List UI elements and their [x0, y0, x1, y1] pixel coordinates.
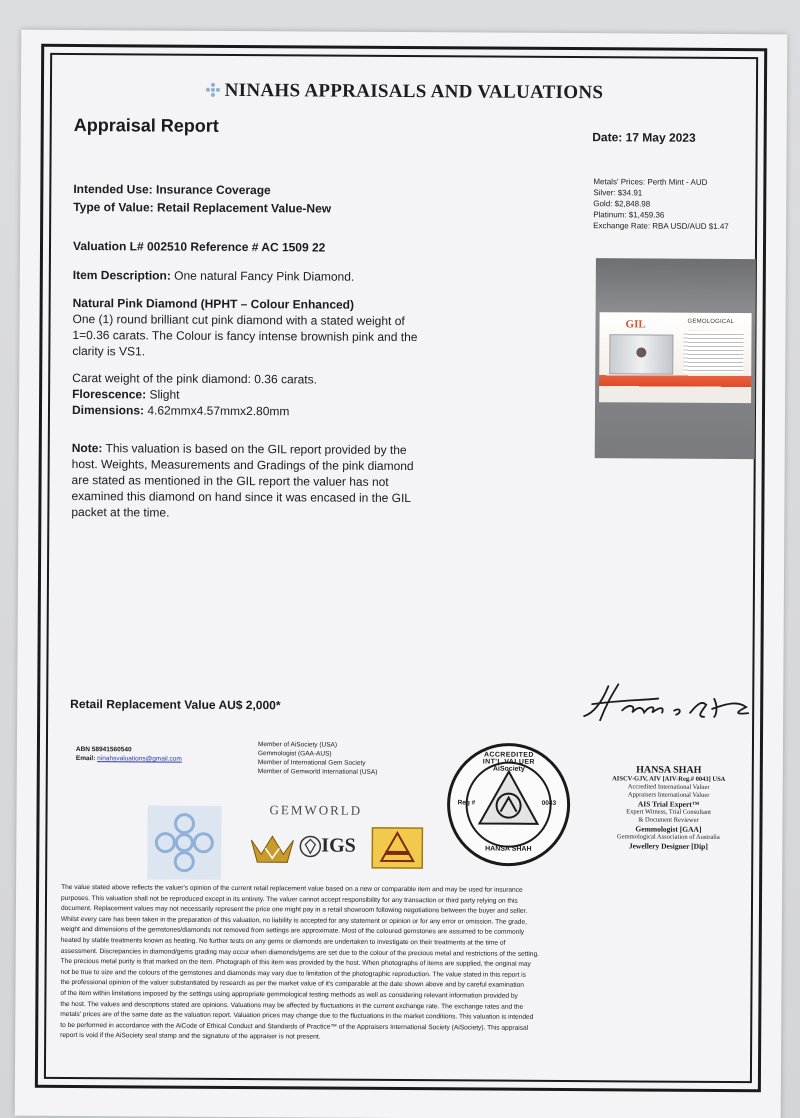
diamond-line: One (1) round brilliant cut pink diamond with a stated weight of	[72, 311, 405, 329]
dimensions-label: Dimensions:	[71, 402, 145, 418]
note-label: Note:	[71, 440, 103, 456]
disclaimer-line: the professional opinion of the valuer substantiated by research as per the market value of it's comparable at the date shown above and by careful examination	[60, 979, 524, 990]
metals-gold: Gold: $2,848.98	[593, 199, 651, 209]
disclaimer-line: assessment. Discrepancies in diamond/gems grading may occur when diamonds/gems are set due to the colour of the precious metal and restrictions of the setting.	[60, 947, 540, 958]
note-text: This valuation is based on the GIL report provided by the	[102, 441, 407, 458]
appraiser-credential: Gemmologist [GAA]	[635, 824, 702, 834]
dimensions-value: 4.62mmx4.57mmx2.80mm	[143, 403, 290, 419]
note-line: are stated as mentioned in the GIL report the valuer has not	[71, 472, 389, 489]
email-label: Email:	[75, 755, 98, 763]
metals-title: Metals' Prices: Perth Mint - AUD	[593, 177, 708, 187]
disclaimer-line: heated by stable treatments known as heating. No further tests on any gems or diamonds are undertaken to investigate on their treatments at the time of	[60, 936, 506, 947]
appraiser-credential: Gemmological Association of Australia	[617, 833, 720, 841]
membership-item: Member of Gemworld International (USA)	[257, 768, 378, 776]
company-name: NINAHS APPRAISALS AND VALUATIONS	[224, 79, 604, 104]
ninahs-emblem-icon	[147, 805, 221, 879]
metals-exchange: Exchange Rate: RBA USD/AUD $1.47	[593, 221, 729, 231]
disclaimer-line: metals' prices are of the same date as the valuation report. Valuation prices may change due to the fluctuations in the market conditions. This valuation is intended	[60, 1011, 534, 1021]
gil-packet	[599, 312, 752, 403]
seal-bottom-text: HANSA SHAH	[485, 845, 532, 853]
diamond-photo	[595, 258, 756, 459]
contact-block	[76, 745, 182, 764]
appraiser-registration: AISCV-GJV, AIV [AIV-Reg.# 0043] USA	[612, 775, 726, 783]
disclaimer-text	[60, 883, 753, 1046]
seal-top-text: ACCREDITED INT'L VALUER	[482, 751, 535, 766]
appraiser-name: HANSA SHAH	[636, 764, 702, 776]
appraiser-credential: AIS Trial Expert™	[637, 799, 700, 809]
diamond-stone-icon	[636, 347, 646, 357]
note-line: examined this diamond on hand since it was encased in the GIL	[71, 488, 412, 506]
seal-reg-number: 0043	[541, 799, 557, 807]
disclaimer-line: Whilst every care has been taken in the preparation of this valuation, no liability is accepted for any statement or opinion or for any error or omission. The grade,	[60, 915, 527, 926]
note-line: packet at the time.	[71, 504, 170, 520]
appraisal-document	[15, 30, 788, 1118]
item-description-value: One natural Fancy Pink Diamond.	[170, 268, 355, 284]
disclaimer-line: of the item within limitations imposed by the settings using appropriate gemmological testing methods as well as considering relevant information provided by	[60, 989, 518, 1000]
valuation-reference: Valuation L# 002510 Reference # AC 1509 22	[72, 238, 326, 255]
igs-gem-icon	[299, 835, 321, 857]
disclaimer-line: to be performed in accordance with the AiCode of Ethical Conduct and Standards of Practice™ of the Appraisers International Society (AiSociety). This appraisal	[60, 1021, 529, 1032]
seal-reg-label: Reg #	[457, 799, 476, 807]
note-line: host. Weights, Measurements and Gradings of the pink diamond	[71, 456, 414, 474]
disclaimer-line: not be true to size and the colours of the gemstones and diamonds may vary due to limitation of the photographic reproduction. The value stated in this report is	[60, 968, 526, 979]
company-header	[52, 79, 756, 105]
diamond-line: 1=0.36 carats. The Colour is fancy intense brownish pink and the	[72, 327, 418, 345]
retail-replacement-value: Retail Replacement Value AU$ 2,000*	[70, 696, 281, 713]
disclaimer-line: document. Replacement values may not necessarily represent the price one might pay in a retail showroom following negotiations between the buyer and seller.	[60, 905, 528, 915]
gil-window	[609, 334, 673, 374]
gemworld-badge-icon	[371, 827, 423, 869]
metals-prices	[593, 176, 729, 232]
appraiser-signature	[578, 676, 758, 731]
disclaimer-line: The precious metal purity is that marked on the item. Photograph of this item was provided by the host. When photographs of items are supplied, the original may	[60, 958, 531, 968]
disclaimer-line: the host. The values and descriptions stated are opinions. Valuations may be affected by fluctuations in the current exchange rate. The exchange rates and the	[60, 1000, 524, 1011]
florescence	[72, 386, 180, 403]
memberships-list	[258, 740, 378, 777]
appraiser-credential: Accredited International Valuer	[627, 783, 710, 791]
company-logo-icon	[205, 82, 221, 98]
abn-number: ABN 58941560540	[75, 746, 132, 754]
igs-logo	[299, 834, 356, 857]
document-border-outer	[35, 44, 767, 1092]
disclaimer-line: The value stated above reflects the valuer's opinion of the current retail replacement value based on a new or comparable item and may be used for insurance	[61, 883, 523, 894]
disclaimer-line: weight and dimensions of the gemstones/diamonds not removed from settings are approximate. Most of the coloured gemstones are assumed to be commonly	[60, 926, 525, 937]
intended-use: Intended Use: Insurance Coverage	[73, 181, 271, 198]
appraiser-credentials	[603, 764, 734, 851]
report-title: Appraisal Report	[73, 114, 219, 136]
igs-text: IGS	[321, 834, 356, 857]
appraiser-credential: Expert Witness, Trial Consultant	[626, 808, 711, 816]
metals-silver: Silver: $34.91	[593, 188, 643, 198]
gil-lab-text: GEMOLOGICAL	[687, 318, 735, 326]
diamond-heading: Natural Pink Diamond (HPHT – Colour Enhanced)	[72, 295, 355, 312]
carat-weight: Carat weight of the pink diamond: 0.36 carats.	[72, 370, 318, 387]
report-date: Date: 17 May 2023	[592, 130, 696, 145]
type-of-value: Type of Value: Retail Replacement Value-New	[73, 199, 332, 216]
aisociety-crown-icon	[247, 832, 297, 866]
diamond-line: clarity is VS1.	[72, 343, 146, 359]
disclaimer-line: purposes. This valuation shall not be reproduced except in its entirety. The valuer cannot accept responsibility for any transaction or third party relying on this	[60, 894, 518, 905]
membership-item: Gemmologist (GAA-AUS)	[257, 750, 332, 758]
email-line	[76, 754, 182, 764]
seal-society-text: AiSociety	[492, 765, 525, 773]
appraiser-credential: & Document Reviewer	[638, 816, 699, 824]
document-border-inner	[44, 53, 758, 1083]
item-description-label: Item Description:	[72, 267, 171, 283]
dimensions	[72, 402, 289, 419]
gil-logo: GIL	[625, 318, 646, 331]
item-description	[73, 267, 355, 285]
gil-report-text	[683, 331, 743, 373]
membership-item: Member of AiSociety (USA)	[257, 741, 338, 749]
email-link[interactable]: ninahsvaluations@gmail.com	[97, 755, 182, 763]
membership-item: Member of International Gem Society	[257, 759, 366, 767]
florescence-value: Slight	[146, 387, 180, 402]
disclaimer-line: report is void if the AiSociety seal stamp and the signature of the appraiser is not present.	[60, 1032, 321, 1041]
appraiser-credential: Appraisers International Valuer	[627, 791, 710, 799]
florescence-label: Florescence:	[72, 386, 147, 402]
aisociety-seal	[445, 741, 572, 868]
appraiser-credential: Jewellery Designer [Dip]	[628, 841, 708, 851]
gemworld-logo: GEMWORLD	[269, 802, 363, 818]
metals-platinum: Platinum: $1,459.36	[593, 210, 665, 220]
